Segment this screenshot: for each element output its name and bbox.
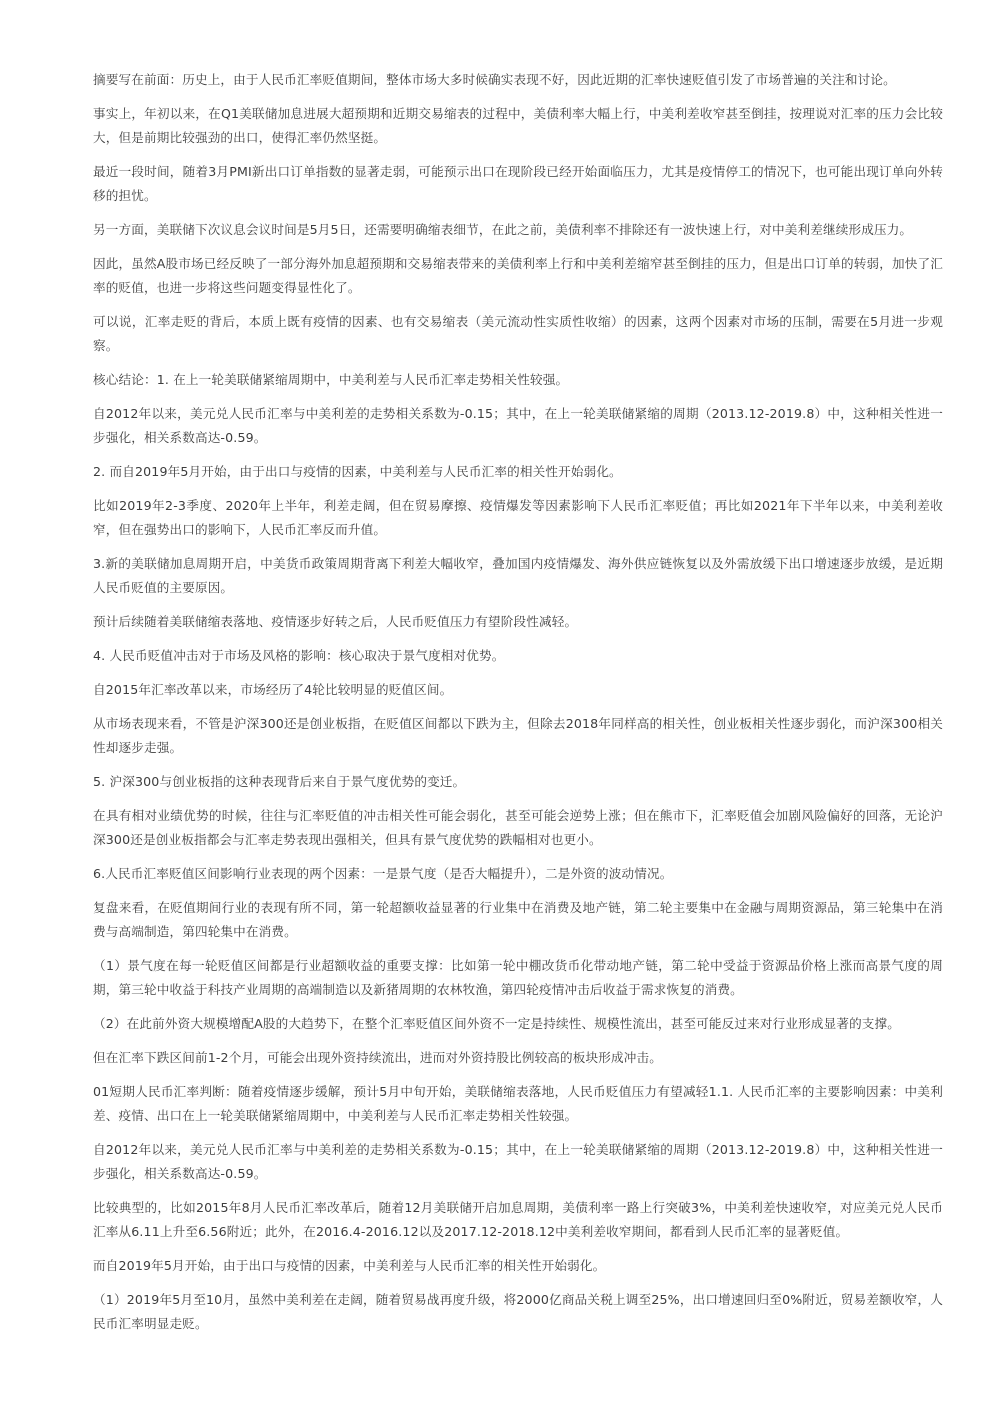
- paragraph: 但在汇率下跌区间前1-2个月，可能会出现外资持续流出，进而对外资持股比例较高的板块形成冲击。: [93, 1050, 663, 1065]
- paragraph: 另一方面，美联储下次议息会议时间是5月5日，还需要明确缩表细节，在此之前，美债利率不排除还有一波快速上行，对中美利差继续形成压力。: [93, 222, 913, 237]
- article-body: [93, 68, 943, 1346]
- paragraph: 在具有相对业绩优势的时候，往往与汇率贬值的冲击相关性可能会弱化，甚至可能会逆势上涨；但在熊市下，汇率贬值会加剧风险偏好的回落，无论沪深300还是创业板指都会与汇率走势表现出强相关，但具有景气度优势的跌幅相对也更小。: [93, 808, 943, 847]
- paragraph-point-2: 2. 而自2019年5月开始，由于出口与疫情的因素，中美利差与人民币汇率的相关性开始弱化。: [93, 464, 622, 479]
- paragraph: 因此，虽然A股市场已经反映了一部分海外加息超预期和交易缩表带来的美债利率上行和中美利差缩窄甚至倒挂的压力，但是出口订单的转弱，加快了汇率的贬值，也进一步将这些问题变得显性化了。: [93, 256, 943, 295]
- paragraph-point-6: 6.人民币汇率贬值区间影响行业表现的两个因素：一是景气度（是否大幅提升），二是外资的波动情况。: [93, 866, 673, 881]
- paragraph: 比较典型的，比如2015年8月人民币汇率改革后，随着12月美联储开启加息周期，美债利率一路上行突破3%，中美利差快速收窄，对应美元兑人民币汇率从6.11上升至6.56附近；此外，在2016.4-2016.12以及2017.12-2018.12中美利差收窄期间，都看到人民币汇率的显著贬值。: [93, 1200, 943, 1239]
- paragraph: 自2015年汇率改革以来，市场经历了4轮比较明显的贬值区间。: [93, 682, 453, 697]
- paragraph: 最近一段时间，随着3月PMI新出口订单指数的显著走弱，可能预示出口在现阶段已经开始面临压力，尤其是疫情停工的情况下，也可能出现订单向外转移的担忧。: [93, 164, 943, 203]
- paragraph-point-5: 5. 沪深300与创业板指的这种表现背后来自于景气度优势的变迁。: [93, 774, 466, 789]
- paragraph-point-4: 4. 人民币贬值冲击对于市场及风格的影响：核心取决于景气度相对优势。: [93, 648, 505, 663]
- paragraph: 自2012年以来，美元兑人民币汇率与中美利差的走势相关系数为-0.15；其中，在上一轮美联储紧缩的周期（2013.12-2019.8）中，这种相关性进一步强化，相关系数高达-0.59。: [93, 406, 943, 445]
- paragraph: 自2012年以来，美元兑人民币汇率与中美利差的走势相关系数为-0.15；其中，在上一轮美联储紧缩的周期（2013.12-2019.8）中，这种相关性进一步强化，相关系数高达-0.59。: [93, 1142, 943, 1181]
- paragraph: 复盘来看，在贬值期间行业的表现有所不同，第一轮超额收益显著的行业集中在消费及地产链，第二轮主要集中在金融与周期资源品，第三轮集中在消费与高端制造，第四轮集中在消费。: [93, 900, 943, 939]
- paragraph: 事实上，年初以来，在Q1美联储加息进展大超预期和近期交易缩表的过程中，美债利率大幅上行，中美利差收窄甚至倒挂，按理说对汇率的压力会比较大，但是前期比较强劲的出口，使得汇率仍然坚挺。: [93, 106, 943, 145]
- paragraph-core-conclusion: 核心结论：1. 在上一轮美联储紧缩周期中，中美利差与人民币汇率走势相关性较强。: [93, 372, 569, 387]
- paragraph-section-01: 01短期人民币汇率判断：随着疫情逐步缓解，预计5月中旬开始，美联储缩表落地，人民币贬值压力有望减轻1.1. 人民币汇率的主要影响因素：中美利差、疫情、出口在上一轮美联储紧缩周期中，中美利差与人民币汇率走势相关性较强。: [93, 1084, 943, 1123]
- paragraph: （1）2019年5月至10月，虽然中美利差在走阔，随着贸易战再度升级，将2000亿商品关税上调至25%，出口增速回归至0%附近，贸易差额收窄，人民币汇率明显走贬。: [93, 1292, 943, 1331]
- paragraph-summary: 摘要写在前面：历史上，由于人民币汇率贬值期间，整体市场大多时候确实表现不好，因此近期的汇率快速贬值引发了市场普遍的关注和讨论。: [93, 72, 896, 87]
- paragraph: 比如2019年2-3季度、2020年上半年，利差走阔，但在贸易摩擦、疫情爆发等因素影响下人民币汇率贬值；再比如2021年下半年以来，中美利差收窄，但在强势出口的影响下，人民币汇率反而升值。: [93, 498, 943, 537]
- paragraph: 从市场表现来看，不管是沪深300还是创业板指，在贬值区间都以下跌为主，但除去2018年同样高的相关性，创业板相关性逐步弱化，而沪深300相关性却逐步走强。: [93, 716, 943, 755]
- paragraph-point-3: 3.新的美联储加息周期开启，中美货币政策周期背离下利差大幅收窄，叠加国内疫情爆发、海外供应链恢复以及外需放缓下出口增速逐步放缓，是近期人民币贬值的主要原因。: [93, 556, 943, 595]
- paragraph: （2）在此前外资大规模增配A股的大趋势下，在整个汇率贬值区间外资不一定是持续性、规模性流出，甚至可能反过来对行业形成显著的支撑。: [93, 1016, 901, 1031]
- paragraph: 预计后续随着美联储缩表落地、疫情逐步好转之后，人民币贬值压力有望阶段性减轻。: [93, 614, 578, 629]
- paragraph: 而自2019年5月开始，由于出口与疫情的因素，中美利差与人民币汇率的相关性开始弱化。: [93, 1258, 606, 1273]
- paragraph: 可以说，汇率走贬的背后，本质上既有疫情的因素、也有交易缩表（美元流动性实质性收缩）的因素，这两个因素对市场的压制，需要在5月进一步观察。: [93, 314, 943, 353]
- paragraph: （1）景气度在每一轮贬值区间都是行业超额收益的重要支撑：比如第一轮中棚改货币化带动地产链，第二轮中受益于资源品价格上涨而高景气度的周期，第三轮中收益于科技产业周期的高端制造以及新猪周期的农林牧渔，第四轮疫情冲击后收益于需求恢复的消费。: [93, 958, 943, 997]
